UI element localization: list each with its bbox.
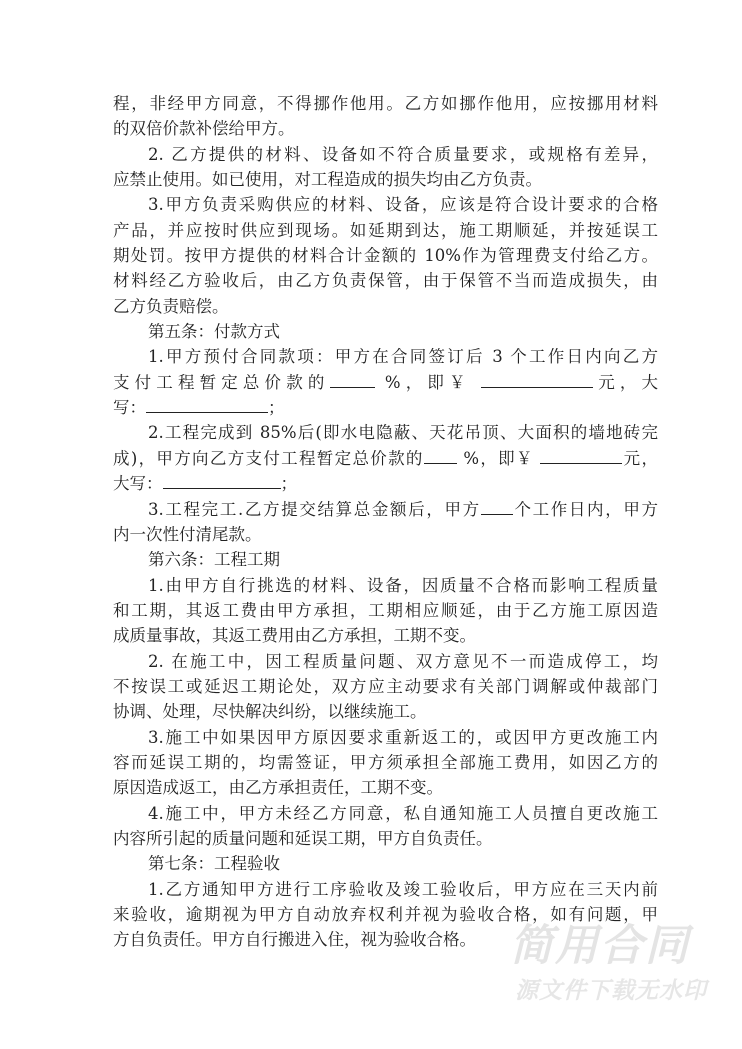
text-segment: 3.工程完工.乙方提交结算总金额后，甲方: [148, 499, 481, 519]
text-line: [113, 699, 658, 724]
text-line: [113, 344, 658, 369]
text-line: [113, 674, 658, 699]
fill-in-blank[interactable]: [146, 395, 268, 413]
text-line: [113, 395, 658, 420]
text-segment: 成)，甲方向乙方支付工程暂定总价款的: [113, 448, 424, 468]
text-line: [113, 497, 658, 522]
text-line: [113, 116, 658, 141]
text-segment: 4.施工中，甲方未经乙方同意，私自通知施工人员擅自更改施工: [148, 803, 658, 823]
contract-page-body: [113, 91, 658, 953]
text-segment: %，即￥: [374, 372, 482, 392]
text-line: [113, 573, 658, 598]
text-segment: %，即￥: [456, 448, 541, 468]
text-line: [113, 192, 658, 217]
text-segment: 材料经乙方验收后，由乙方负责保管，由于保管不当而造成损失，由: [113, 271, 658, 291]
text-line: [113, 218, 658, 243]
text-segment: 第七条：工程验收: [148, 854, 280, 874]
text-segment: 方自负责任。甲方自行搬进入住，视为验收合格。: [113, 930, 476, 950]
text-segment: 原因造成返工，由乙方承担责任，工期不变。: [113, 778, 443, 798]
text-segment: 容而延误工期的，均需签证，甲方须承担全部施工费用，如因乙方的: [113, 752, 658, 772]
text-line: [113, 243, 658, 268]
text-segment: 元，大: [593, 372, 659, 392]
text-segment: 应禁止使用。如已使用，对工程造成的损失均由乙方负责。: [113, 170, 542, 190]
text-segment: 3.施工中如果因甲方原因要求重新返工的，或因甲方更改施工内: [148, 727, 658, 747]
fill-in-blank[interactable]: [163, 471, 281, 489]
text-segment: 2.工程完成到 85%后(即水电隐蔽、天花吊顶、大面积的墙地砖完: [148, 423, 658, 443]
text-segment: 来验收，逾期视为甲方自动放弃权利并视为验收合格，如有问题，甲: [113, 905, 658, 924]
text-segment: 3.甲方负责采购供应的材料、设备，应该是符合设计要求的合格: [148, 195, 658, 215]
text-line: [113, 420, 658, 445]
text-line: [113, 370, 658, 395]
text-line: [113, 877, 658, 902]
fill-in-blank[interactable]: [481, 497, 513, 515]
text-line: [113, 471, 658, 496]
text-segment: 2. 在施工中，因工程质量问题、双方意见不一而造成停工，均: [148, 651, 658, 671]
text-segment: 个工作日内，甲方: [512, 499, 658, 519]
text-segment: ；: [280, 474, 297, 494]
text-segment: 协调、处理，尽快解决纠纷，以继续施工。: [113, 702, 427, 722]
text-line: [113, 522, 658, 547]
text-line: [113, 446, 658, 471]
text-segment: 程，非经甲方同意，不得挪作他用。乙方如挪作他用，应按挪用材料: [113, 94, 658, 113]
text-segment: 元，: [622, 448, 659, 468]
text-line: [113, 91, 658, 116]
text-line: [113, 649, 658, 674]
text-segment: 内容所引起的质量问题和延误工期，甲方自负责任。: [113, 828, 493, 848]
text-segment: 成质量事故，其返工费用由乙方承担，工期不变。: [113, 626, 476, 646]
text-segment: 写：: [113, 398, 146, 418]
text-segment: 2. 乙方提供的材料、设备如不符合质量要求，或规格有差异，: [148, 144, 658, 164]
text-segment: 第六条：工程工期: [148, 550, 280, 570]
text-line: [113, 294, 658, 319]
text-segment: 1.甲方预付合同款项：甲方在合同签订后 3 个工作日内向乙方: [148, 347, 658, 367]
text-line: [113, 598, 658, 623]
text-segment: 1.由甲方自行挑选的材料、设备，因质量不合格而影响工程质量: [148, 575, 658, 595]
text-segment: 1.乙方通知甲方进行工序验收及竣工验收后，甲方应在三天内前: [148, 879, 658, 899]
section-heading: [113, 319, 658, 344]
section-heading: [113, 547, 658, 572]
text-segment: 第五条：付款方式: [148, 322, 280, 342]
watermark-logo: 简用合同: [510, 921, 690, 971]
text-segment: 支付工程暂定总价款的: [113, 372, 330, 392]
text-line: [113, 775, 658, 800]
text-segment: 乙方负责赔偿。: [113, 296, 229, 316]
text-segment: 大写：: [113, 474, 163, 494]
text-line: [113, 268, 658, 293]
text-line: [113, 801, 658, 826]
fill-in-blank[interactable]: [424, 446, 457, 464]
text-segment: 内一次性付清尾款。: [113, 524, 262, 544]
section-heading: [113, 851, 658, 876]
text-segment: 和工期，其返工费由甲方承担，工期相应顺延，由于乙方施工原因造: [113, 600, 658, 620]
fill-in-blank[interactable]: [481, 370, 593, 388]
text-line: [113, 826, 658, 851]
text-line: [113, 142, 658, 167]
text-segment: 不按误工或延迟工期论处，双方应主动要求有关部门调解或仲裁部门: [113, 676, 658, 696]
text-segment: ；: [268, 398, 285, 418]
text-segment: 期处罚。按甲方提供的材料合计金额的 10%作为管理费支付给乙方。: [113, 246, 658, 266]
text-line: [113, 623, 658, 648]
text-line: [113, 750, 658, 775]
text-line: [113, 725, 658, 750]
text-segment: 的双倍价款补偿给甲方。: [113, 119, 295, 139]
text-line: [113, 167, 658, 192]
text-segment: 产品，并应按时供应到现场。如延期到达，施工期顺延，并按延误工: [113, 220, 658, 240]
fill-in-blank[interactable]: [540, 446, 622, 464]
watermark-subtitle: 源文件下载无水印: [515, 978, 707, 1004]
fill-in-blank[interactable]: [330, 370, 375, 388]
